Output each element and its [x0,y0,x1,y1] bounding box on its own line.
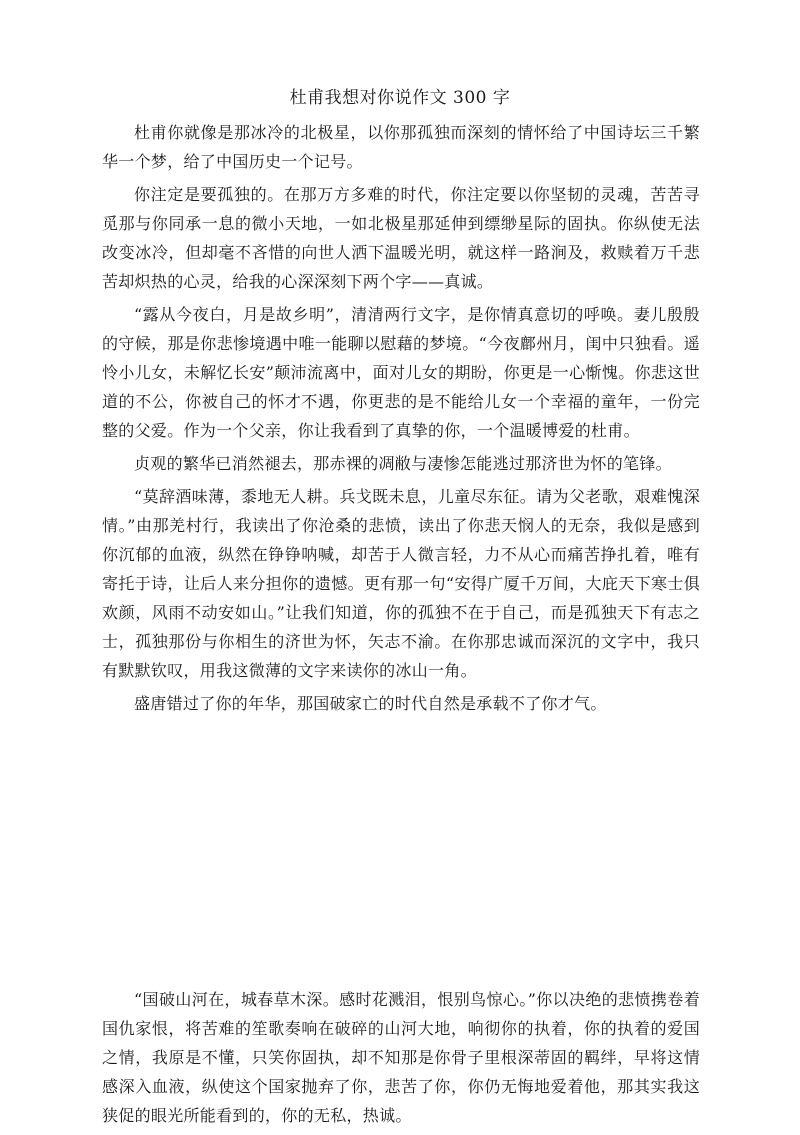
document-body-top [102,118,700,722]
paragraph: 贞观的繁华已消然褪去，那赤裸的凋敝与凄惨怎能逃过那济世为怀的笔锋。 [134,454,672,473]
paragraph: 盛唐错过了你的年华，那国破家亡的时代自然是承载不了你才气。 [134,694,607,713]
paragraph: 你注定是要孤独的。在那万方多难的时代，你注定要以你坚韧的灵魂，苦苦寻觅那与你同承一息的微小天地，一如北极星那延伸到缥缈星际的固执。你纵使无法改变冰冷，但却毫不吝惜的向世人洒下温暖光明，就这样一路涧及，救赎着万千悲苦却炽热的心灵，给我的心深深刻下两个字——真诚。 [102,185,700,291]
paragraph: “露从今夜白，月是故乡明”，清清两行文字，是你情真意切的呼唤。妻儿殷殷的守候，那是你悲惨境遇中唯一能聊以慰藉的梦境。“今夜鄜州月，闺中只独看。遥怜小儿女，未解忆长安”颠沛流离中，面对儿女的期盼，你更是一心惭愧。你悲这世道的不公，你被自己的怀才不遇，你更悲的是不能给儿女一个幸福的童年，一份完整的父爱。作为一个父亲，你让我看到了真挚的你，一个温暖博爱的杜甫。 [102,305,700,440]
document-title: 杜甫我想对你说作文 300 字 [289,88,511,108]
paragraph: 杜甫你就像是那冰冷的北极星，以你那孤独而深刻的情怀给了中国诗坛三千繁华一个梦，给了中国历史一个记号。 [102,123,700,171]
paragraph: “莫辞酒味薄，黍地无人耕。兵戈既未息，儿童尽东征。请为父老歌，艰难愧深情。”由那羌村行，我读出了你沧桑的悲愤，读出了你悲天悯人的无奈，我似是感到你沉郁的血液，纵然在铮铮呐喊，却苦于人微言轻，力不从心而痛苦挣扎着，唯有寄托于诗，让后人来分担你的遗憾。更有那一句“安得广厦千万间，大庇天下寒士俱欢颜，风雨不动安如山。”让我们知道，你的孤独不在于自己，而是孤独天下有志之士，孤独那份与你相生的济世为怀，矢志不渝。在你那忠诚而深沉的文字中，我只有默默钦叹，用我这微薄的文字来读你的冰山一角。 [102,487,700,680]
paragraph: “国破山河在，城春草木深。感时花溅泪，恨别鸟惊心。”你以决绝的悲愤携卷着国仇家恨，将苦难的笙歌奏响在破碎的山河大地，响彻你的执着，你的执着的爱国之情，我原是不懂，只笑你固执，却不知那是你骨子里根深蒂固的羁绊，早将这情感深入血液，纵使这个国家抛弃了你，悲苦了你，你仍无悔地爱着他，那其实我这狭促的眼光所能看到的，你的无私，热诚。 [102,990,700,1125]
document-body-bottom [102,985,700,1134]
